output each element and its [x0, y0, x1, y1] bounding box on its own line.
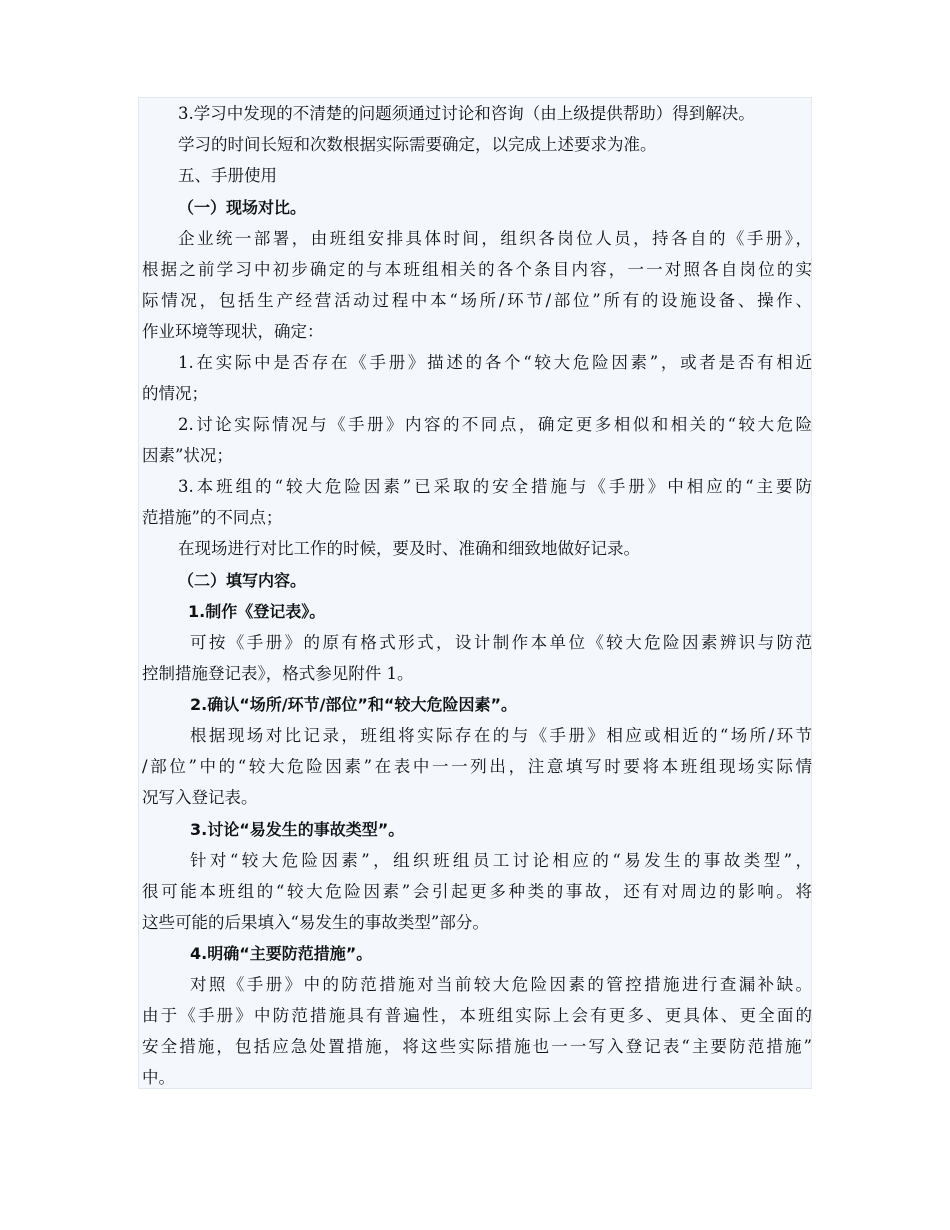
paragraph-line: 3.本班组的“较大危险因素”已采取的安全措施与《手册》中相应的“主要防	[178, 477, 812, 496]
item-heading: 2.确认“场所/环节/部位”和“较大危险因素”。	[190, 695, 517, 714]
paragraph-line: 1.在实际中是否存在《手册》描述的各个“较大危险因素”，或者是否有相近	[178, 353, 812, 372]
paragraph-line: 企业统一部署，由班组安排具体时间，组织各岗位人员，持各自的《手册》，	[178, 229, 812, 248]
paragraph-line: 际情况，包括生产经营活动过程中本“场所/环节/部位”所有的设施设备、操作、	[142, 291, 812, 310]
paragraph-line: 可按《手册》的原有格式形式，设计制作本单位《较大危险因素辨识与防范	[190, 633, 812, 652]
paragraph-line: 根据之前学习中初步确定的与本班组相关的各个条目内容，一一对照各自岗位的实	[142, 260, 812, 279]
paragraph-line: 控制措施登记表》，格式参见附件 1。	[142, 664, 414, 683]
paragraph-line: 因素”状况；	[142, 446, 233, 465]
paragraph-line: 这些可能的后果填入“易发生的事故类型”部分。	[142, 913, 489, 932]
subsection-heading: （二）填写内容。	[178, 571, 307, 590]
paragraph-line: 很可能本班组的“较大危险因素”会引起更多种类的事故，还有对周边的影响。将	[142, 882, 812, 901]
paragraph-line: 在现场进行对比工作的时候，要及时、准确和细致地做好记录。	[178, 539, 640, 558]
paragraph-line: 根据现场对比记录，班组将实际存在的与《手册》相应或相近的“场所/环节	[190, 726, 812, 745]
item-heading: 1.制作《登记表》。	[188, 602, 326, 621]
paragraph-line: 作业环境等现状，确定：	[142, 322, 324, 341]
subsection-heading: （一）现场对比。	[178, 198, 307, 217]
paragraph-line: 对照《手册》中的防范措施对当前较大危险因素的管控措施进行查漏补缺。	[190, 975, 812, 994]
paragraph-line: 中。	[142, 1068, 175, 1087]
paragraph-line: 的情况；	[142, 384, 208, 403]
item-heading: 3.讨论“易发生的事故类型”。	[190, 820, 405, 839]
paragraph-line: 针对“较大危险因素”，组织班组员工讨论相应的“易发生的事故类型”，	[190, 851, 812, 870]
paragraph-line: /部位”中的“较大危险因素”在表中一一列出，注意填写时要将本班组现场实际情	[142, 757, 812, 776]
paragraph-line: 范措施”的不同点；	[142, 508, 283, 527]
paragraph-line: 3.学习中发现的不清楚的问题须通过讨论和咨询（由上级提供帮助）得到解决。	[178, 104, 755, 123]
paragraph-line: 安全措施，包括应急处置措施，将这些实际措施也一一写入登记表“主要防范措施”	[142, 1037, 812, 1056]
paragraph-line: 由于《手册》中防范措施具有普遍性，本班组实际上会有更多、更具体、更全面的	[142, 1006, 812, 1025]
section-heading: 五、手册使用	[178, 166, 277, 185]
paragraph-line: 况写入登记表。	[142, 788, 258, 807]
item-heading: 4.明确“主要防范措施”。	[190, 944, 373, 963]
paragraph-line: 2.讨论实际情况与《手册》内容的不同点，确定更多相似和相关的“较大危险	[178, 415, 812, 434]
paragraph-line: 学习的时间长短和次数根据实际需要确定，以完成上述要求为准。	[178, 135, 657, 154]
